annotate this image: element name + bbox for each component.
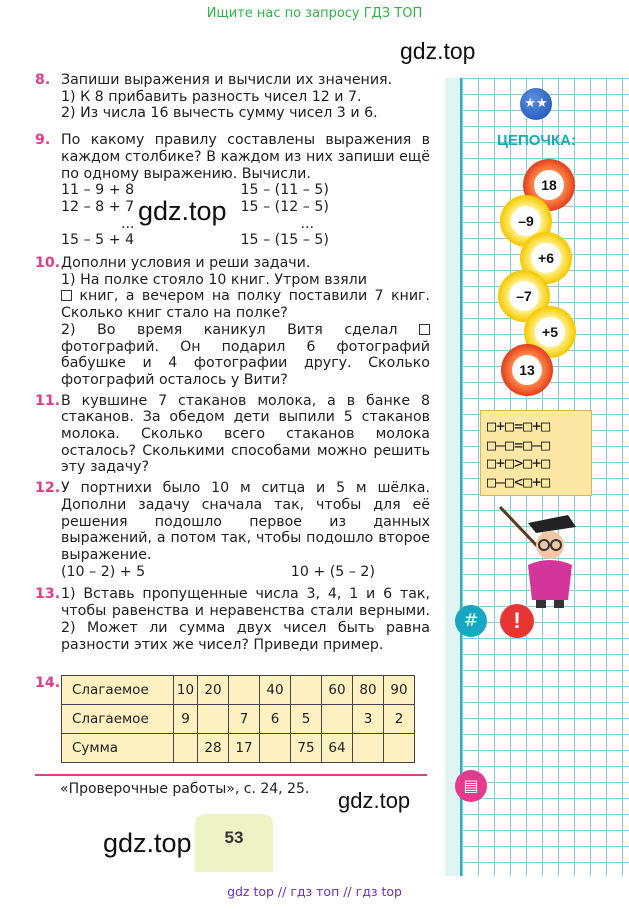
table-cell: 40 xyxy=(260,676,291,705)
task-13 xyxy=(35,586,430,653)
table-cell xyxy=(291,676,322,705)
table-cell: 7 xyxy=(229,705,260,734)
table-cell: 6 xyxy=(260,705,291,734)
table-cell: 9 xyxy=(174,705,198,734)
signs-row: □–□<□+□ xyxy=(487,472,551,491)
task-10 xyxy=(35,255,430,389)
task-number: 10. xyxy=(35,255,61,272)
task-text: 1) Вставь пропущенные числа 3, 4, 1 и 6 так, чтобы равенства и неравенства стали верными. 2) Может ли сумма двух чисел быть равна разности этих же чисел? Приведи пример. xyxy=(61,586,430,653)
empty-box xyxy=(61,290,72,301)
expression: 15 – (15 – 5) xyxy=(240,232,329,249)
table-cell xyxy=(384,734,415,763)
table-row xyxy=(62,705,415,734)
table-cell: 17 xyxy=(229,734,260,763)
task-line: 2) Во время каникул Витя сделал фотографий. Он подарил 6 фотографий бабушке и 4 фотографии другу. Сколько фотографий осталось у Вити? xyxy=(61,321,430,388)
task-number: 9. xyxy=(35,132,51,149)
task-8 xyxy=(35,72,430,122)
task-text: В кувшине 7 стаканов молока, а в банке 8 стаканов. За обедом дети выпили 5 стаканов молока. Сколько всего стаканов молока осталось? Сколькими способами можно решить эту задачу? xyxy=(61,392,430,476)
table-cell xyxy=(260,734,291,763)
expression: 10 + (5 – 2) xyxy=(290,563,375,580)
table-cell xyxy=(229,676,260,705)
task-11 xyxy=(35,393,430,477)
empty-box xyxy=(419,324,430,335)
table-cell xyxy=(198,705,229,734)
main-content xyxy=(35,72,430,653)
chain-title: ЦЕПОЧКА: xyxy=(497,132,576,149)
expression: 12 – 8 + 7 xyxy=(61,198,135,215)
task-12 xyxy=(35,480,430,580)
table-cell: 5 xyxy=(291,705,322,734)
chain-value: +6 xyxy=(531,243,561,273)
expression: 15 – (12 – 5) xyxy=(240,198,329,215)
table-cell: 20 xyxy=(198,676,229,705)
table-cell xyxy=(322,705,353,734)
ellipsis: ... xyxy=(300,215,315,232)
task-number: 14. xyxy=(35,675,61,691)
table-cell xyxy=(174,734,198,763)
row-label: Слагаемое xyxy=(62,705,174,734)
expression: 11 – 9 + 8 xyxy=(61,182,135,199)
task-number: 12. xyxy=(35,480,61,497)
task-number: 13. xyxy=(35,586,61,603)
page-number: 53 xyxy=(195,814,273,872)
teacher-illustration xyxy=(498,505,598,610)
row-label: Слагаемое xyxy=(62,676,174,705)
watermark: gdz.top xyxy=(338,788,411,813)
footer-links: gdz top // гдз топ // гдз top xyxy=(227,884,402,899)
task-9 xyxy=(35,132,430,249)
task-text: У портнихи было 10 м ситца и 5 м шёлка. Дополни задачу сначала так, чтобы для её решения подошло первое из данных выражений, а потом так, чтобы подошло второе выражение. xyxy=(61,480,430,563)
table-cell: 2 xyxy=(384,705,415,734)
table-cell: 28 xyxy=(198,734,229,763)
divider xyxy=(35,774,427,776)
task-text: По какому правилу составлены выражения в каждом столбике? В каждом из них запиши ещё по одному выражению. Вычисли. xyxy=(61,132,430,182)
signs-box xyxy=(480,410,592,496)
signs-row: □–□=□–□ xyxy=(487,435,551,454)
reference-note: «Проверочные работы», с. 24, 25. xyxy=(60,781,310,797)
table-row xyxy=(62,734,415,763)
table-cell xyxy=(353,734,384,763)
expression: (10 – 2) + 5 xyxy=(61,563,146,580)
table-cell: 75 xyxy=(291,734,322,763)
stars-icon: ★★ xyxy=(520,88,552,120)
watermark: gdz.top xyxy=(138,196,227,226)
top-banner: Ищите нас по запросу ГДЗ ТОП xyxy=(206,6,423,21)
chain-value: –7 xyxy=(509,281,539,311)
chain-ring xyxy=(501,344,553,396)
watermark: gdz.top xyxy=(103,828,192,858)
table-cell: 90 xyxy=(384,676,415,705)
expression: 15 – (11 – 5) xyxy=(240,182,329,199)
chain-value: –9 xyxy=(511,206,541,236)
task-line: 1) К 8 прибавить разность чисел 12 и 7. xyxy=(61,88,362,105)
chain-value: 18 xyxy=(534,170,564,200)
chain-value: 13 xyxy=(512,355,542,385)
table-cell: 3 xyxy=(353,705,384,734)
expression: 15 – 5 + 4 xyxy=(61,232,135,249)
ellipsis: ... xyxy=(121,215,135,232)
table-cell: 64 xyxy=(322,734,353,763)
table-cell: 10 xyxy=(174,676,198,705)
table-row xyxy=(62,676,415,705)
grid-icon: # xyxy=(455,605,487,637)
task-number: 8. xyxy=(35,72,51,88)
task-line: Дополни условия и реши задачи. xyxy=(61,255,311,272)
book-icon: ▤ xyxy=(455,770,487,802)
task-line: Запиши выражения и вычисли их значения. xyxy=(61,72,393,88)
chain-value: +5 xyxy=(535,317,565,347)
table-cell: 60 xyxy=(322,676,353,705)
expr-column-right xyxy=(241,182,430,249)
task-line: книг, а вечером на полку поставили 7 книг. Сколько книг стало на полке? xyxy=(61,288,430,322)
task-line: 1) На полке стояло 10 книг. Утром взяли xyxy=(61,271,367,288)
sum-table xyxy=(61,675,415,763)
exclamation-icon: ! xyxy=(500,604,534,638)
signs-row: □+□=□+□ xyxy=(487,417,551,435)
row-label: Сумма xyxy=(62,734,174,763)
watermark: gdz.top xyxy=(400,38,476,64)
task-number: 11. xyxy=(35,392,61,409)
table-cell: 80 xyxy=(353,676,384,705)
task-line: 2) Из числа 16 вычесть сумму чисел 3 и 6. xyxy=(61,105,378,122)
signs-row: □+□>□+□ xyxy=(487,454,551,472)
